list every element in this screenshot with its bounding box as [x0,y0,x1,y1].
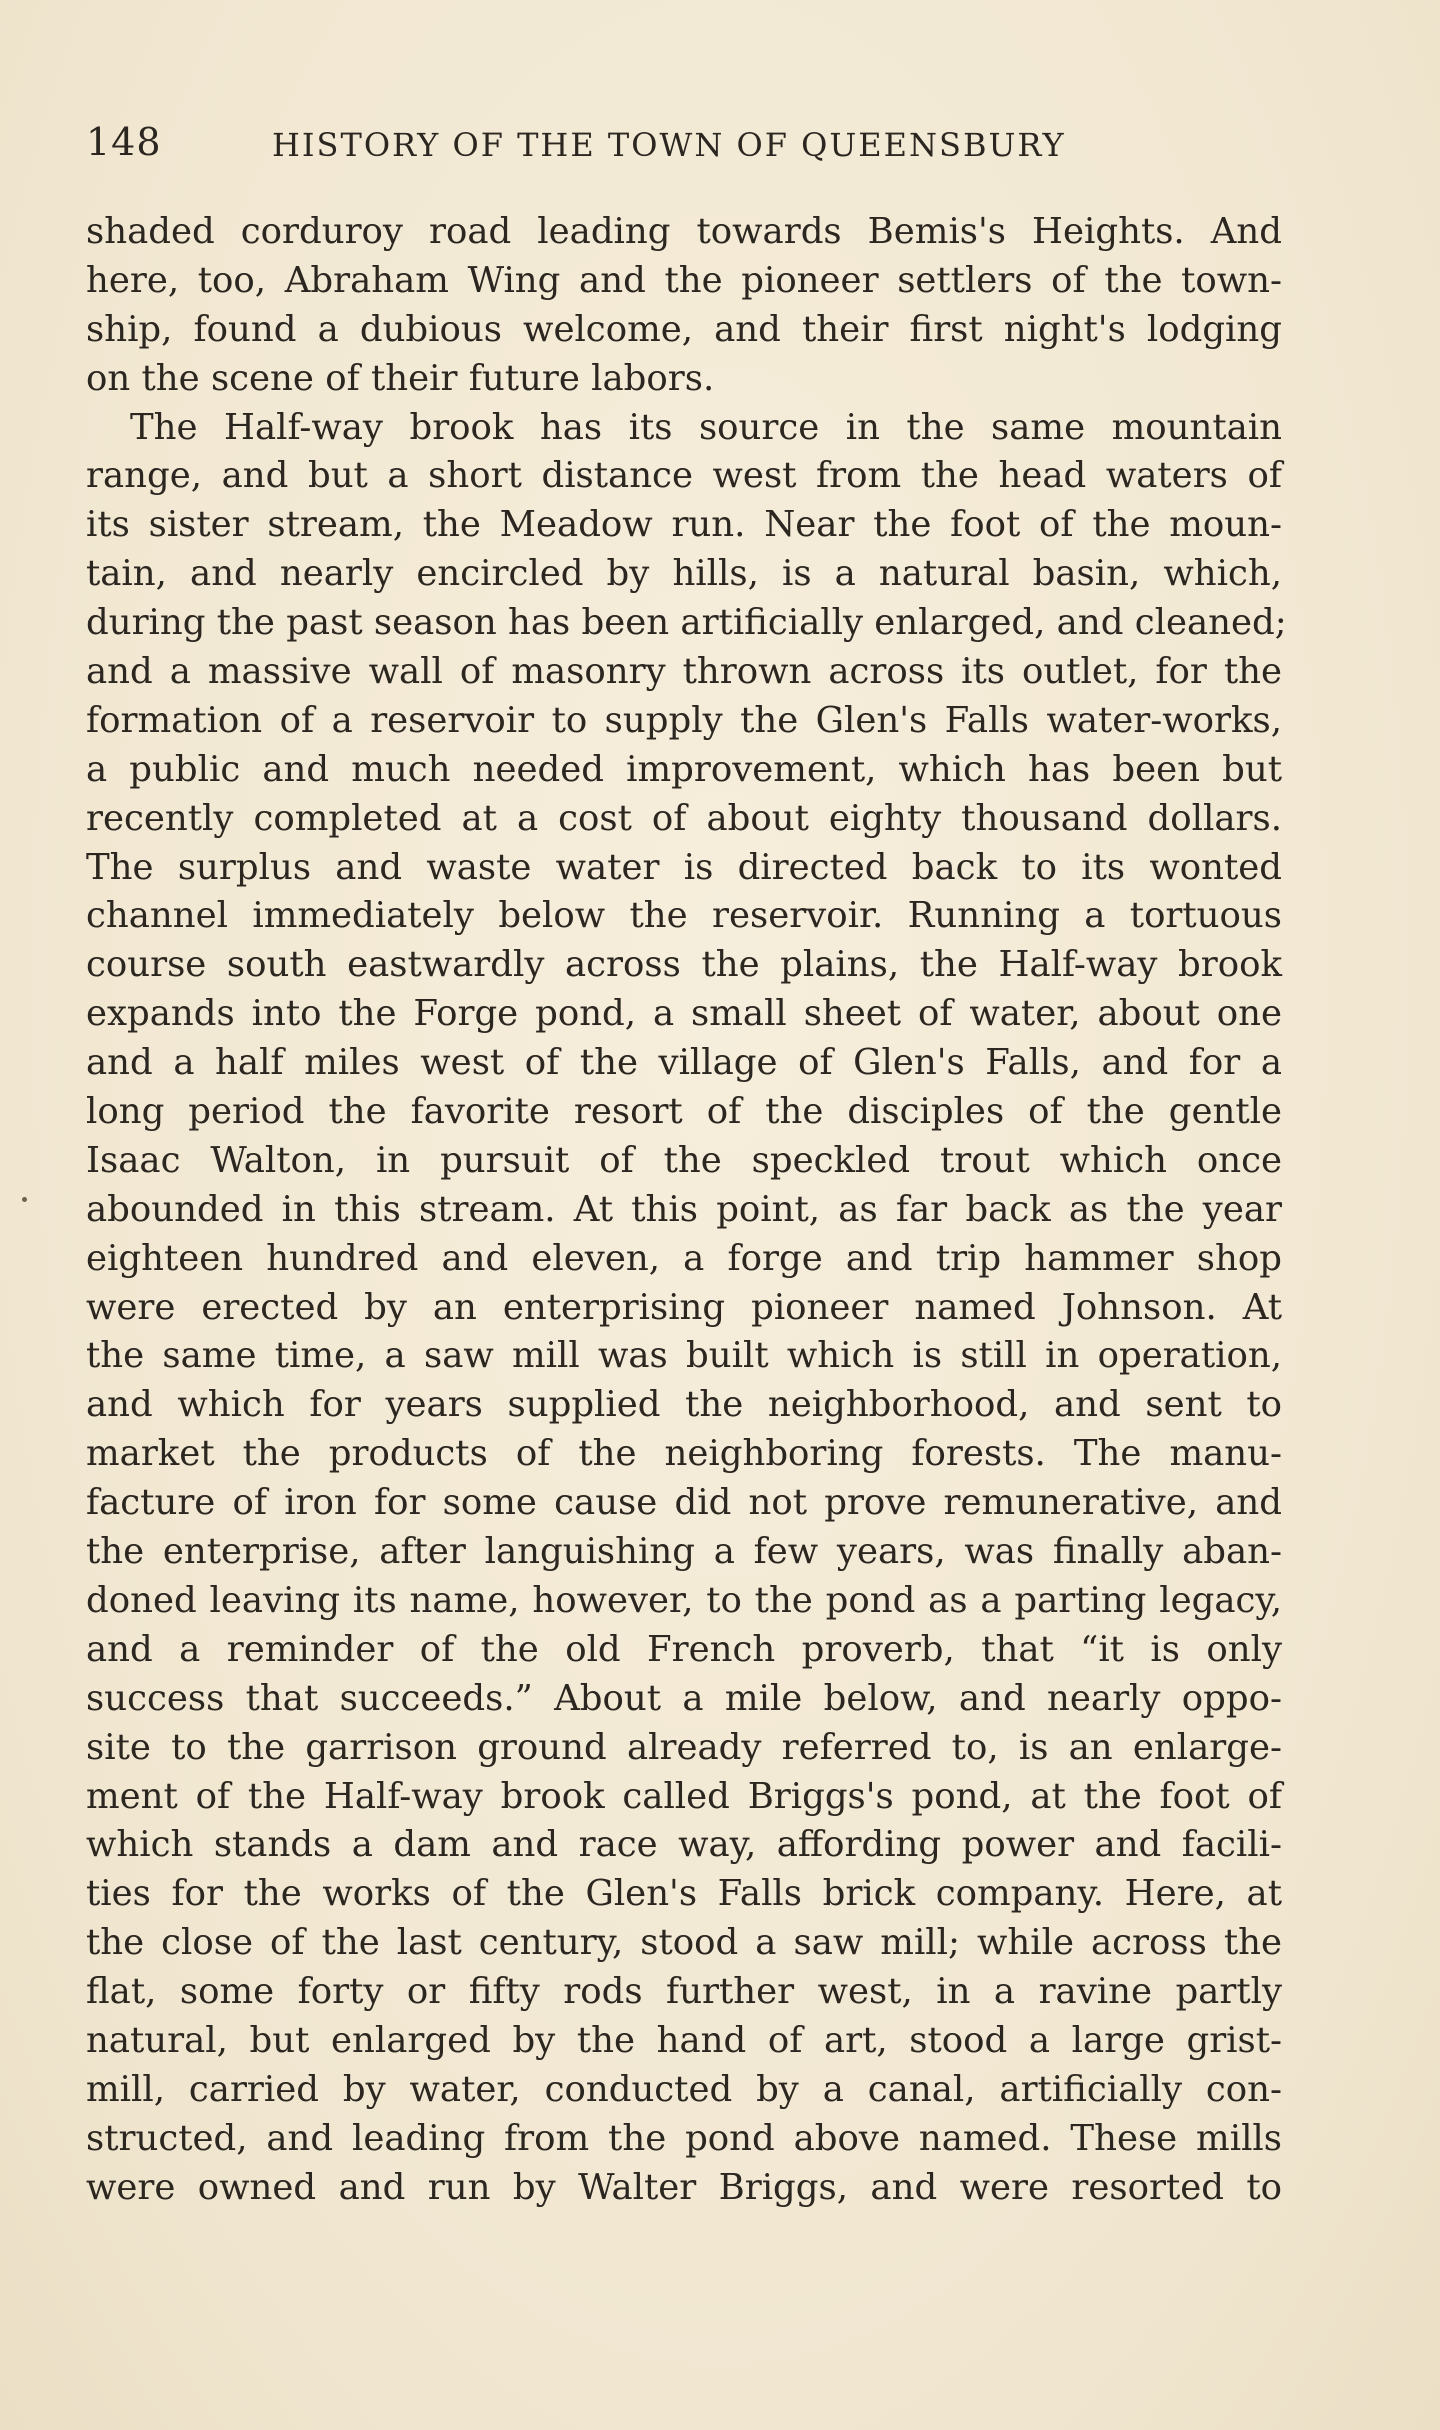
text-line: site to the garrison ground already referred to, is an enlarge- [86,1726,1282,1768]
text-line: structed, and leading from the pond above named. These mills [86,2117,1282,2159]
text-line: expands into the Forge pond, a small sheet of water, about one [86,993,1282,1035]
text-line: The surplus and waste water is directed back to its wonted [86,846,1282,888]
text-line: channel immediately below the reservoir. Running a tortuous [86,895,1282,937]
text-line: success that succeeds.” About a mile below, and nearly oppo- [86,1677,1282,1719]
text-line: were erected by an enterprising pioneer named Johnson. At [86,1286,1282,1328]
text-line: facture of iron for some cause did not prove remunerative, and [86,1482,1282,1524]
text-line: during the past season has been artificially enlarged, and cleaned; [86,602,1287,644]
text-line: The Half-way brook has its source in the same mountain [130,406,1282,448]
text-line: its sister stream, the Meadow run. Near the foot of the moun- [86,504,1282,546]
text-line: market the products of the neighboring forests. The manu- [86,1433,1282,1475]
text-line: tain, and nearly encircled by hills, is a natural basin, which, [86,553,1282,595]
text-line: course south eastwardly across the plains, the Half-way brook [86,944,1282,986]
text-line: and a reminder of the old French proverb, that “it is only [86,1628,1282,1670]
text-line: doned leaving its name, however, to the pond as a parting legacy, [86,1579,1282,1621]
text-line: recently completed at a cost of about eighty thousand dollars. [86,797,1282,839]
text-line: and a massive wall of masonry thrown across its outlet, for the [86,651,1282,693]
text-line: the enterprise, after languishing a few years, was finally aban- [86,1531,1282,1573]
page-number: 148 [86,120,162,164]
text-line: were owned and run by Walter Briggs, and were resorted to [86,2166,1282,2208]
text-line: shaded corduroy road leading towards Bemis's Heights. And [86,211,1282,252]
text-line: and which for years supplied the neighborhood, and sent to [86,1384,1282,1426]
running-head: HISTORY OF THE TOWN OF QUEENSBURY [272,126,1066,164]
text-line: the close of the last century, stood a saw mill; while across the [86,1922,1282,1964]
text-line: a public and much needed improvement, which has been but [86,748,1282,790]
text-line: long period the favorite resort of the disciples of the gentle [86,1091,1282,1133]
text-line: abounded in this stream. At this point, as far back as the year [86,1188,1282,1230]
body-text [86,208,1287,2213]
text-line: ment of the Half-way brook called Briggs's pond, at the foot of [86,1775,1282,1817]
text-line: on the scene of their future labors. [86,357,715,399]
text-line: ship, found a dubious welcome, and their first night's lodging [86,308,1282,350]
text-line: mill, carried by water, conducted by a canal, artificially con- [86,2068,1282,2110]
text-line: eighteen hundred and eleven, a forge and trip hammer shop [86,1237,1282,1279]
text-line: range, and but a short distance west from the head waters of [86,455,1282,497]
text-line: and a half miles west of the village of Glen's Falls, and for a [86,1042,1282,1084]
text-line: ties for the works of the Glen's Falls brick company. Here, at [86,1873,1282,1915]
page-header [86,112,1286,172]
text-line: which stands a dam and race way, affording power and facili- [86,1824,1282,1866]
text-line: Isaac Walton, in pursuit of the speckled trout which once [86,1139,1282,1181]
text-line: the same time, a saw mill was built which is still in operation, [86,1335,1282,1377]
ink-speck [22,1197,27,1202]
text-line: flat, some forty or fifty rods further west, in a ravine partly [86,1971,1282,2013]
text-line: formation of a reservoir to supply the Glen's Falls water-works, [86,699,1282,741]
text-line: here, too, Abraham Wing and the pioneer settlers of the town- [86,259,1282,301]
text-line: natural, but enlarged by the hand of art, stood a large grist- [86,2019,1282,2061]
